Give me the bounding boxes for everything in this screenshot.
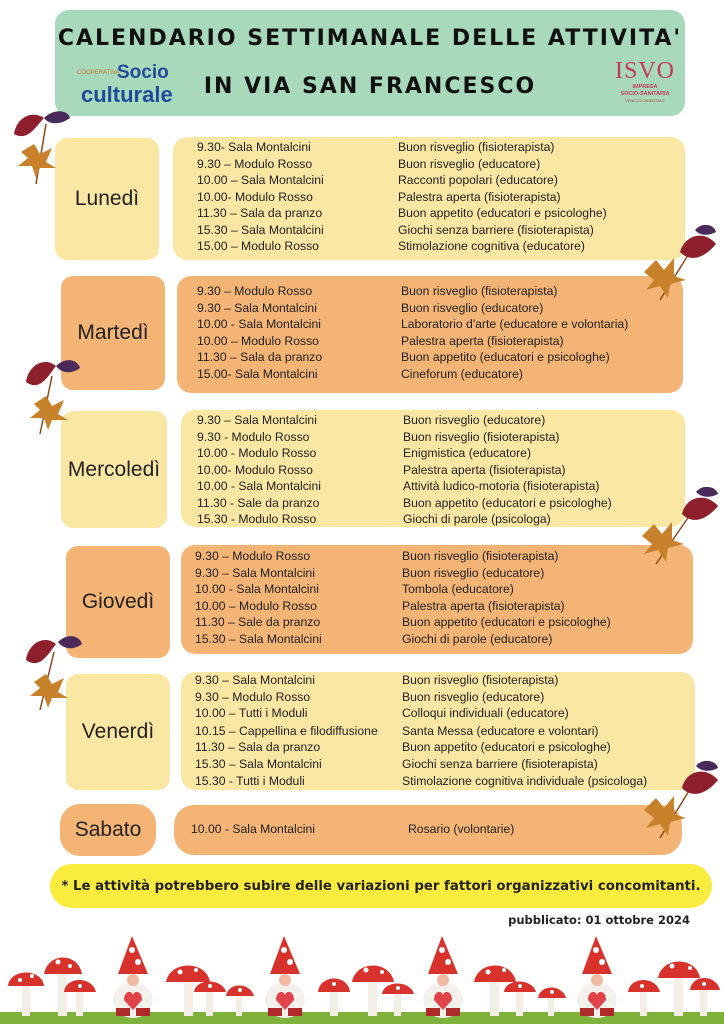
- day-name: Venerdì: [81, 720, 155, 743]
- row-activity: Colloqui individuali (educatore): [402, 706, 569, 720]
- row-activity: Giochi senza barriere (fisioterapista): [398, 222, 594, 237]
- gnome-icon: [265, 936, 305, 1018]
- day-name: Giovedì: [81, 590, 155, 613]
- day-name: Mercoledì: [67, 457, 161, 481]
- row-time: 10.00 - Sala Montalcini: [191, 822, 315, 836]
- row-activity: Giochi di parole (psicologa): [403, 512, 551, 526]
- row-activity: Enigmistica (educatore): [403, 446, 532, 460]
- page-title-line2: IN VIA SAN FRANCESCO: [203, 74, 537, 99]
- row-time: 9.30- Sala Montalcini: [197, 140, 311, 154]
- row-time: 10.00 - Sala Montalcini: [197, 317, 321, 331]
- row-activity: Racconti popolari (educatore): [398, 173, 558, 187]
- row-time: 10.00 – Modulo Rosso: [197, 333, 319, 348]
- row-activity: Rosario (volontarie): [408, 822, 515, 836]
- row-time: 10.00 – Tutti i Moduli: [195, 706, 308, 720]
- gnome-icon: [577, 936, 617, 1018]
- row-activity: Palestra aperta (fisioterapista): [403, 462, 566, 477]
- row-activity: Buon risveglio (fisioterapista): [398, 140, 555, 154]
- autumn-leaves-icon: [6, 104, 76, 186]
- row-time: 15.30 - Modulo Rosso: [197, 512, 317, 526]
- row-activity: Buon risveglio (fisioterapista): [402, 549, 559, 563]
- row-time: 9.30 – Modulo Rosso: [195, 689, 311, 704]
- row-time: 10.00 – Modulo Rosso: [195, 598, 317, 613]
- row-time: 9.30 – Modulo Rosso: [195, 549, 311, 563]
- schedule-venerdi: [181, 672, 695, 790]
- row-activity: Buon appetito (educatori e psicologhe): [401, 350, 610, 364]
- logo-left-line1: Socio: [117, 62, 169, 83]
- row-time: 10.00 - Sala Montalcini: [195, 582, 319, 596]
- row-time: 11.30 – Sala da pranzo: [197, 206, 323, 220]
- row-time: 15.30 – Sala Montalcini: [197, 222, 324, 237]
- row-time: 15.30 – Sala Montalcini: [195, 631, 322, 646]
- row-time: 10.00 - Sala Montalcini: [197, 479, 321, 493]
- autumn-leaves-icon: [640, 222, 720, 304]
- row-activity: Buon appetito (educatori e psicologhe): [402, 615, 611, 629]
- mushrooms-gnomes-border: [0, 930, 724, 1024]
- schedule-giovedi: [181, 545, 693, 654]
- row-time: 9.30 – Modulo Rosso: [197, 284, 313, 298]
- row-activity: Buon risveglio (fisioterapista): [402, 673, 559, 687]
- logo-left-line2: culturale: [81, 82, 173, 107]
- autumn-leaves-icon: [14, 352, 84, 436]
- row-activity: Buon appetito (educatori e psicologhe): [402, 740, 611, 754]
- schedule-mercoledi: [181, 410, 685, 527]
- row-activity: Buon risveglio (educatore): [402, 689, 545, 704]
- mushroom-icon: [8, 958, 96, 1017]
- row-time: 11.30 - Sale da pranzo: [197, 495, 320, 510]
- row-time: 9.30 – Sala Montalcini: [195, 673, 315, 687]
- row-activity: Palestra aperta (fisioterapista): [401, 333, 564, 348]
- day-name: Lunedì: [74, 187, 140, 210]
- schedule-martedi: [177, 276, 683, 393]
- row-time: 11.30 – Sale da pranzo: [195, 615, 321, 629]
- row-activity: Stimolazione cognitiva individuale (psicologa): [402, 774, 648, 788]
- row-time: 15.30 - Tutti i Moduli: [195, 774, 305, 788]
- logo-right-sub3: VENETO ORIENTALE: [625, 98, 665, 103]
- gnome-icon: [423, 936, 463, 1018]
- row-activity: Buon risveglio (fisioterapista): [403, 429, 560, 444]
- row-time: 10.00 - Modulo Rosso: [197, 446, 317, 460]
- row-activity: Santa Messa (educatore e volontari): [402, 723, 599, 738]
- grass-strip: [0, 1012, 724, 1024]
- schedule-lunedi: [173, 137, 685, 260]
- row-activity: Laboratorio d'arte (educatore e volontaria): [401, 317, 629, 331]
- autumn-leaves-icon: [638, 484, 722, 568]
- row-time: 9.30 – Sala Montalcini: [195, 565, 315, 580]
- header-banner: [55, 10, 685, 116]
- row-time: 10.00- Modulo Rosso: [197, 189, 313, 204]
- page-title-line1: CALENDARIO SETTIMANALE DELLE ATTIVITA': [57, 26, 683, 51]
- autumn-leaves-icon: [640, 758, 722, 842]
- mushroom-icon: [166, 966, 254, 1017]
- logo-right-sub1: IMPRESA: [632, 84, 658, 90]
- socioculturale-logo: [77, 64, 187, 108]
- row-time: 10.00- Modulo Rosso: [197, 462, 313, 477]
- row-activity: Buon appetito (educatori e psicologhe): [398, 206, 607, 220]
- mushroom-icon: [474, 966, 566, 1017]
- publication-date: pubblicato: 01 ottobre 2024: [508, 913, 690, 927]
- row-activity: Buon risveglio (educatore): [398, 156, 541, 171]
- row-activity: Palestra aperta (fisioterapista): [398, 189, 561, 204]
- gnome-icon: [113, 936, 153, 1018]
- row-time: 15.00 – Modulo Rosso: [197, 239, 319, 253]
- autumn-leaves-icon: [14, 628, 86, 712]
- row-activity: Giochi senza barriere (fisioterapista): [402, 756, 598, 771]
- mushroom-icon: [628, 962, 720, 1017]
- isvo-logo: [607, 58, 683, 112]
- row-activity: Giochi di parole (educatore): [402, 631, 553, 646]
- row-activity: Buon risveglio (fisioterapista): [401, 284, 558, 298]
- row-time: 9.30 – Sala Montalcini: [197, 300, 317, 315]
- row-time: 11.30 – Sala da pranzo: [197, 350, 323, 364]
- row-time: 10.15 – Cappellina e filodiffusione: [195, 723, 378, 738]
- day-name: Martedì: [77, 321, 149, 344]
- row-time: 11.30 – Sala da pranzo: [195, 740, 321, 754]
- row-activity: Attività ludico-motoria (fisioterapista): [403, 479, 600, 493]
- row-activity: Buon risveglio (educatore): [401, 300, 544, 315]
- row-activity: Buon appetito (educatori e psicologhe): [403, 495, 612, 510]
- row-time: 10.00 – Sala Montalcini: [197, 173, 324, 187]
- row-activity: Stimolazione cognitiva (educatore): [398, 239, 585, 253]
- row-activity: Palestra aperta (fisioterapista): [402, 598, 565, 613]
- logo-right-name: ISVO: [614, 58, 675, 84]
- logo-right-sub2: SOCIO-SANITARIA: [620, 91, 670, 97]
- row-activity: Tombola (educatore): [402, 582, 514, 596]
- day-name: Sabato: [74, 818, 142, 841]
- row-time: 9.30 – Modulo Rosso: [197, 156, 313, 171]
- logo-left-small: COOPERATIVA: [77, 70, 120, 76]
- disclaimer-note: * Le attività potrebbero subire delle variazioni per fattori organizzativi concomitanti.: [50, 864, 712, 908]
- day-label-sabato: [60, 804, 156, 856]
- schedule-sabato: [174, 805, 682, 855]
- row-activity: Buon risveglio (educatore): [403, 413, 546, 427]
- row-activity: Buon risveglio (educatore): [402, 565, 545, 580]
- row-activity: Cineforum (educatore): [401, 366, 523, 381]
- row-time: 15.30 – Sala Montalcini: [195, 756, 322, 771]
- row-time: 9.30 - Modulo Rosso: [197, 429, 310, 444]
- row-time: 9.30 – Sala Montalcini: [197, 413, 317, 427]
- mushroom-icon: [318, 966, 414, 1017]
- row-time: 15.00- Sala Montalcini: [197, 366, 318, 381]
